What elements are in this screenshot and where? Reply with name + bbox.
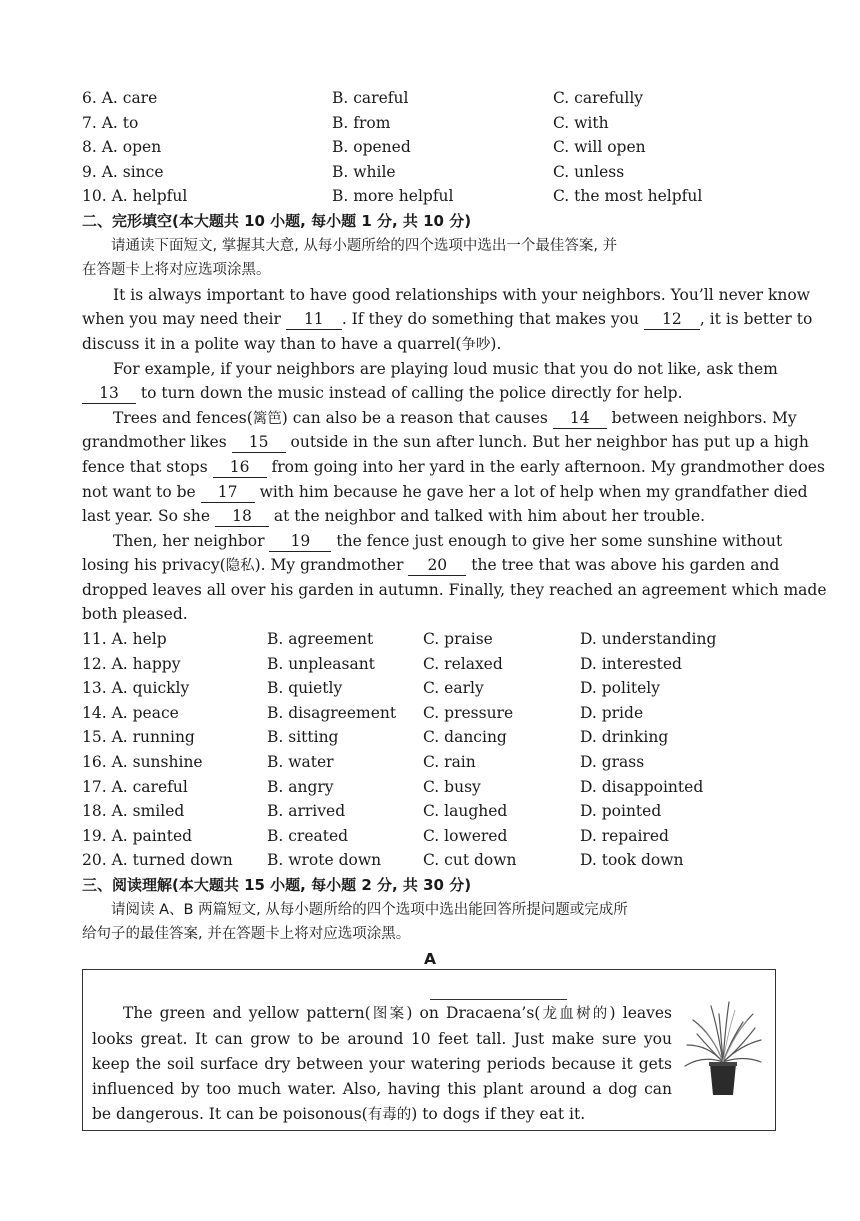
option-d: D. understanding <box>580 630 717 649</box>
blank-20: 20 <box>408 555 466 576</box>
text: to turn down the music instead of calling the police directly for help. <box>136 384 683 403</box>
text: discuss it in a polite way than to have a quarrel( <box>82 334 462 353</box>
option-b: B. wrote down <box>267 851 382 870</box>
text: ) on Dracaena’s( <box>406 1004 541 1022</box>
option-a: 6. A. care <box>82 89 158 107</box>
passage-line: For example, if your neighbors are playing loud music that you do not like, ask them <box>113 359 778 378</box>
option-d: D. repaired <box>580 826 669 845</box>
option-c: C. carefully <box>553 89 644 107</box>
option-row <box>82 135 778 160</box>
chinese-gloss: 龙血树的 <box>540 1006 610 1022</box>
passage-line <box>82 529 783 554</box>
section3-instruction-cont: 给句子的最佳答案, 并在答题卡上将对应选项涂黑。 <box>82 926 411 943</box>
blank-13: 13 <box>82 383 136 404</box>
passage-line <box>82 553 778 578</box>
passage-line: It is always important to have good relationships with your neighbors. You’ll never know <box>113 285 810 304</box>
text: the fence just enough to give her some sunshine without <box>331 531 783 550</box>
passage-line <box>82 381 778 406</box>
text: from going into her yard in the early afternoon. My grandmother does <box>266 457 825 476</box>
option-a: 12. A. happy <box>82 654 181 673</box>
option-row <box>82 701 778 726</box>
option-b: B. careful <box>332 89 409 107</box>
option-b: B. from <box>332 113 391 132</box>
blank-17: 17 <box>201 482 255 503</box>
option-a: 9. A. since <box>82 162 164 181</box>
passage-line <box>82 430 809 455</box>
passage-line: dropped leaves all over his garden in autumn. Finally, they reached an agreement which made <box>82 580 827 599</box>
option-b: B. angry <box>267 777 334 796</box>
option-row <box>82 627 778 652</box>
blank-16: 16 <box>213 457 267 478</box>
option-a: 18. A. smiled <box>82 802 185 821</box>
chinese-gloss: 争吵 <box>461 336 491 353</box>
section3-heading: 三、阅读理解(本大题共 15 小题, 每小题 2 分, 共 30 分) <box>82 876 472 894</box>
text: losing his privacy( <box>82 556 226 575</box>
blank-12: 12 <box>644 309 700 330</box>
option-b: B. more helpful <box>332 187 454 206</box>
passage-a-box <box>82 969 776 1131</box>
section2-instruction: 请通读下面短文, 掌握其大意, 从每小题所给的四个选项中选出一个最佳答案, 并 <box>111 237 618 254</box>
option-d: D. interested <box>580 654 682 673</box>
option-row <box>82 86 778 111</box>
title-rule <box>430 999 567 1000</box>
option-b: B. opened <box>332 138 411 157</box>
option-d: D. grass <box>580 753 645 772</box>
cloze-passage <box>82 283 827 627</box>
section2-heading: 二、完形填空(本大题共 10 小题, 每小题 1 分, 共 10 分) <box>82 211 472 230</box>
text: ) to dogs if they eat it. <box>411 1105 586 1123</box>
text: last year. So she <box>82 507 215 526</box>
text: Trees and fences( <box>113 408 253 427</box>
option-b: B. quietly <box>267 679 343 698</box>
passage-line: both pleased. <box>82 605 188 624</box>
option-c: C. busy <box>423 777 481 796</box>
option-b: B. sitting <box>267 728 339 747</box>
text: The green and yellow pattern( <box>123 1004 371 1022</box>
section2-instruction-cont: 在答题卡上将对应选项涂黑。 <box>82 262 271 279</box>
option-c: C. laughed <box>423 802 508 821</box>
option-a: 16. A. sunshine <box>82 753 203 772</box>
option-row <box>82 652 778 677</box>
option-row <box>82 824 778 849</box>
option-c: C. early <box>423 679 484 698</box>
text: ). <box>490 334 502 353</box>
text: between neighbors. My <box>606 408 797 427</box>
option-row <box>82 775 778 800</box>
option-c: C. rain <box>423 753 476 772</box>
blank-15: 15 <box>232 432 286 453</box>
option-c: C. will open <box>553 138 646 157</box>
option-a: 20. A. turned down <box>82 851 233 870</box>
option-b: B. disagreement <box>267 703 397 722</box>
text: ) can also be a reason that causes <box>281 408 553 427</box>
option-c: C. dancing <box>423 728 507 747</box>
text: not want to be <box>82 482 201 501</box>
option-a: 11. A. help <box>82 630 167 649</box>
exam-page <box>82 86 827 971</box>
option-d: D. pointed <box>580 802 662 821</box>
option-c: C. the most helpful <box>553 187 703 206</box>
text: outside in the sun after lunch. But her neighbor has put up a high <box>285 433 809 452</box>
option-a: 8. A. open <box>82 138 162 157</box>
option-a: 13. A. quickly <box>82 679 190 698</box>
option-row <box>82 799 778 824</box>
option-row <box>82 160 778 185</box>
chinese-gloss: 图案 <box>370 1006 407 1022</box>
potted-plant-image <box>683 1000 763 1098</box>
chinese-gloss: 隐私 <box>225 558 255 575</box>
option-b: B. arrived <box>267 802 346 821</box>
option-row <box>82 848 778 873</box>
text: with him because he gave her a lot of help when my grandfather died <box>254 482 808 501</box>
option-b: B. while <box>332 162 396 181</box>
option-c: C. with <box>553 113 609 132</box>
blank-19: 19 <box>269 531 331 552</box>
option-a: 7. A. to <box>82 113 139 132</box>
chinese-gloss: 篱笆 <box>252 410 282 427</box>
option-b: B. agreement <box>267 630 374 649</box>
option-d: D. took down <box>580 851 684 870</box>
passage-line <box>82 455 825 480</box>
passage-letter: A <box>424 949 436 968</box>
options-11-20 <box>82 627 778 873</box>
text: at the neighbor and talked with him about her trouble. <box>268 507 706 526</box>
text: grandmother likes <box>82 433 232 452</box>
option-row <box>82 725 778 750</box>
option-b: B. water <box>267 753 334 772</box>
option-d: D. pride <box>580 703 644 722</box>
text: , it is better to <box>699 310 813 329</box>
option-b: B. unpleasant <box>267 654 375 673</box>
option-b: B. created <box>267 826 349 845</box>
text: fence that stops <box>82 457 213 476</box>
options-6-10 <box>82 86 778 209</box>
text: ). My grandmother <box>254 556 409 575</box>
blank-14: 14 <box>553 408 607 429</box>
option-row <box>82 750 778 775</box>
blank-11: 11 <box>286 309 342 330</box>
option-c: C. unless <box>553 162 625 181</box>
option-d: D. politely <box>580 679 661 698</box>
option-a: 14. A. peace <box>82 703 179 722</box>
option-d: D. disappointed <box>580 777 704 796</box>
option-c: C. pressure <box>423 703 514 722</box>
option-c: C. cut down <box>423 851 517 870</box>
option-row <box>82 111 778 136</box>
passage-line <box>82 406 797 431</box>
option-a: 15. A. running <box>82 728 195 747</box>
passage-line <box>82 307 813 332</box>
option-a: 19. A. painted <box>82 826 193 845</box>
option-row <box>82 676 778 701</box>
section3-instruction: 请阅读 A、B 两篇短文, 从每小题所给的四个选项中选出能回答所提问题或完成所 <box>111 901 628 918</box>
passage-line <box>82 504 778 529</box>
text: the tree that was above his garden and <box>466 556 780 575</box>
passage-line <box>82 480 808 505</box>
option-row <box>82 184 778 209</box>
passage-line <box>82 332 778 357</box>
text: when you may need their <box>82 310 286 329</box>
chinese-gloss: 有毒的 <box>367 1107 412 1123</box>
passage-a-text <box>92 1001 672 1128</box>
text: . If they do something that makes you <box>341 310 644 329</box>
option-c: C. praise <box>423 630 493 649</box>
option-c: C. relaxed <box>423 654 503 673</box>
text: ) leaves looks great. It can grow to be around 10 feet tall. Just make sure you keep the soil surface dry between your watering periods because it gets influenced by too much water. Also, having this plant around a dog can be dangerous. It can be poisonous( <box>92 1004 673 1123</box>
option-c: C. lowered <box>423 826 508 845</box>
text: Then, her neighbor <box>113 531 270 550</box>
option-a: 10. A. helpful <box>82 187 188 206</box>
blank-18: 18 <box>215 506 269 527</box>
option-a: 17. A. careful <box>82 777 188 796</box>
option-d: D. drinking <box>580 728 669 747</box>
